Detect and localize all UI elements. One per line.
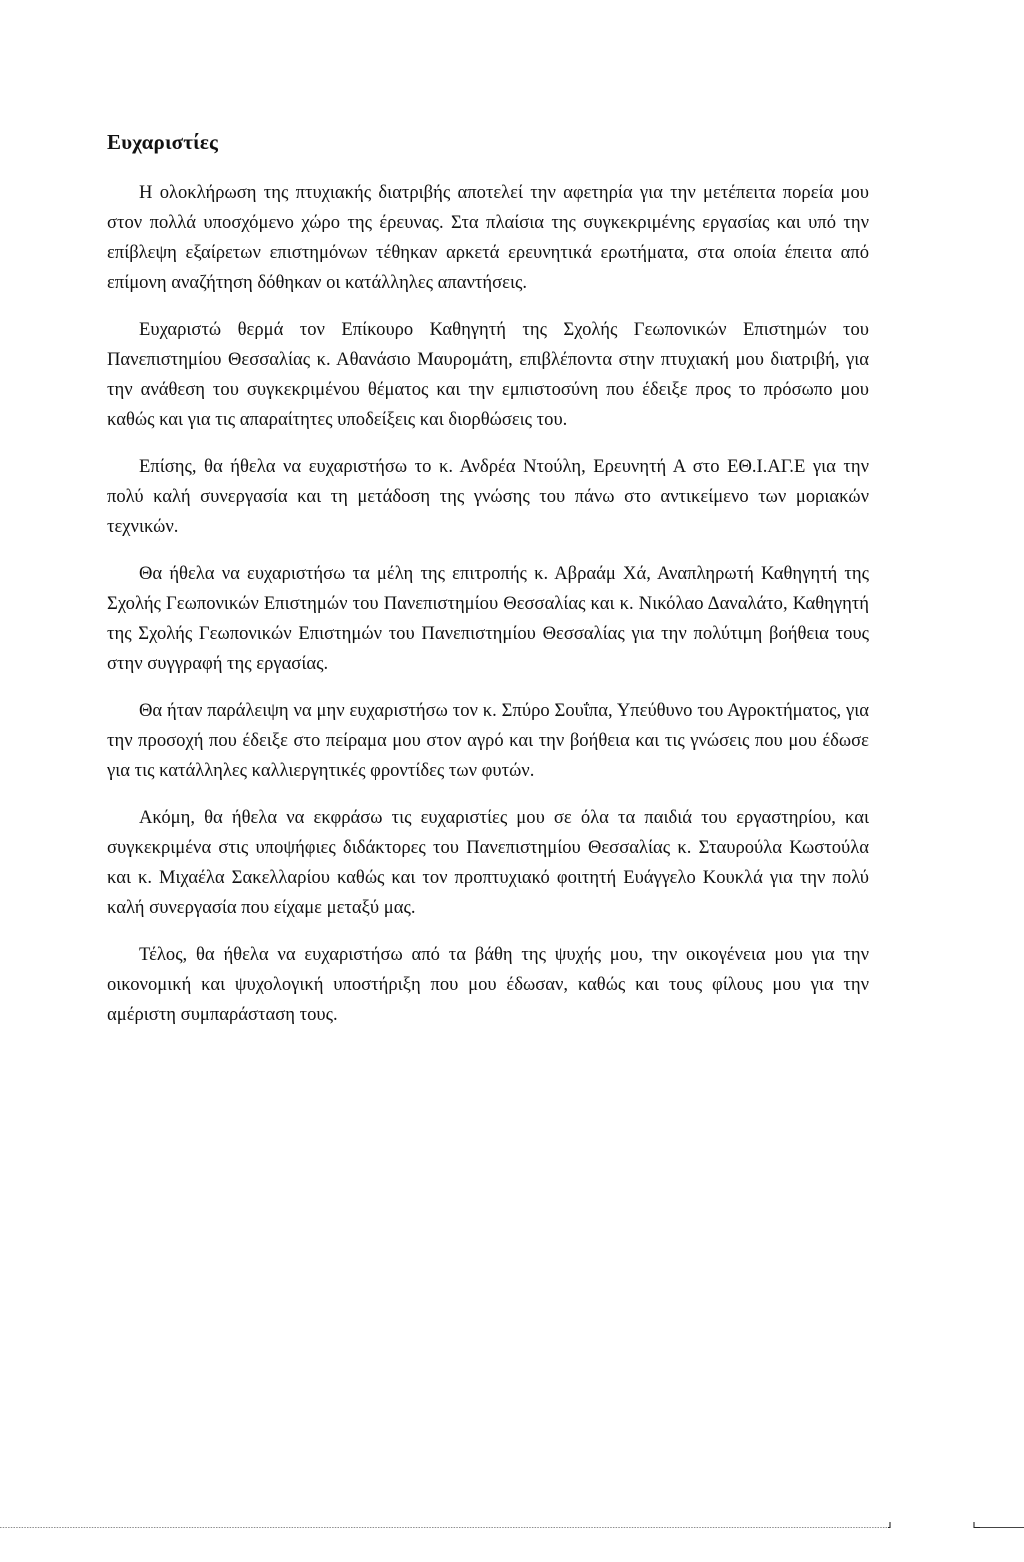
paragraph-farm-manager: Θα ήταν παράλειψη να μην ευχαριστήσω τον κ. Σπύρο Σουΐπα, Υπεύθυνο του Αγροκτήματος, για την προσοχή που έδειξε στο πείραμα μου στον αγρό και την βοήθεια και τις γνώσεις που μου έδωσε για τις κατάλληλες καλλιεργητικές φροντίδες των φυτών. [107, 700, 869, 781]
paragraph-intro: Η ολοκλήρωση της πτυχιακής διατριβής αποτελεί την αφετηρία για την μετέπειτα πορεία μου στον πολλά υποσχόμενο χώρο της έρευνας. Στα πλαίσια της συγκεκριμένης εργασίας και υπό την επίβλεψη εξαίρετων επιστημόνων τέθηκαν αρκετά ερευνητικά ερωτήματα, στα οποία έπειτα από επίμονη αναζήτηση δόθηκαν οι κατάλληλες απαντήσεις. [107, 182, 869, 293]
paragraph-supervisor: Ευχαριστώ θερμά τον Επίκουρο Καθηγητή της Σχολής Γεωπονικών Επιστημών του Πανεπιστημίου Θεσσαλίας κ. Αθανάσιο Μαυρομάτη, επιβλέποντα στην πτυχιακή μου διατριβή, για την ανάθεση του συγκεκριμένου θέματος και την εμπιστοσύνη που έδειξε προς το πρόσωπο μου καθώς και για τις απαραίτητες υποδείξεις και διορθώσεις του. [107, 319, 869, 430]
paragraph-family: Τέλος, θα ήθελα να ευχαριστήσω από τα βάθη της ψυχής μου, την οικογένεια μου για την οικονομική και ψυχολογική υποστήριξη που μου έδωσαν, καθώς και τους φίλους μου για την αμέριστη συμπαράσταση τους. [107, 944, 869, 1025]
page-title: Ευχαριστίες [107, 130, 219, 154]
document-page [107, 128, 869, 1047]
paragraph-lab-colleagues: Ακόμη, θα ήθελα να εκφράσω τις ευχαριστίες μου σε όλα τα παιδιά του εργαστηρίου, και συγκεκριμένα στις υποψήφιες διδάκτορες του Πανεπιστημίου Θεσσαλίας κ. Σταυρούλα Κωστούλα και κ. Μιχαέλα Σακελλαρίου καθώς και τον προπτυχιακό φοιτητή Ευάγγελο Κουκλά για την πολύ καλή συνεργασία που είχαμε μεταξύ μας. [107, 807, 869, 918]
paragraph-committee: Θα ήθελα να ευχαριστήσω τα μέλη της επιτροπής κ. Αβραάμ Χά, Αναπληρωτή Καθηγητή της Σχολής Γεωπονικών Επιστημών του Πανεπιστημίου Θεσσαλίας και κ. Νικόλαο Δαναλάτο, Καθηγητή της Σχολής Γεωπονικών Επιστημών του Πανεπιστημίου Θεσσαλίας για την πολύτιμη βοήθεια τους στην συγγραφή της εργασίας. [107, 563, 869, 674]
footer-rule [0, 1522, 1024, 1562]
paragraph-researcher: Επίσης, θα ήθελα να ευχαριστήσω το κ. Ανδρέα Ντούλη, Ερευνητή Α στο ΕΘ.Ι.ΑΓ.Ε για την πολύ καλή συνεργασία και τη μετάδοση της γνώσης του πάνω στο αντικείμενο των μοριακών τεχνικών. [107, 456, 869, 537]
